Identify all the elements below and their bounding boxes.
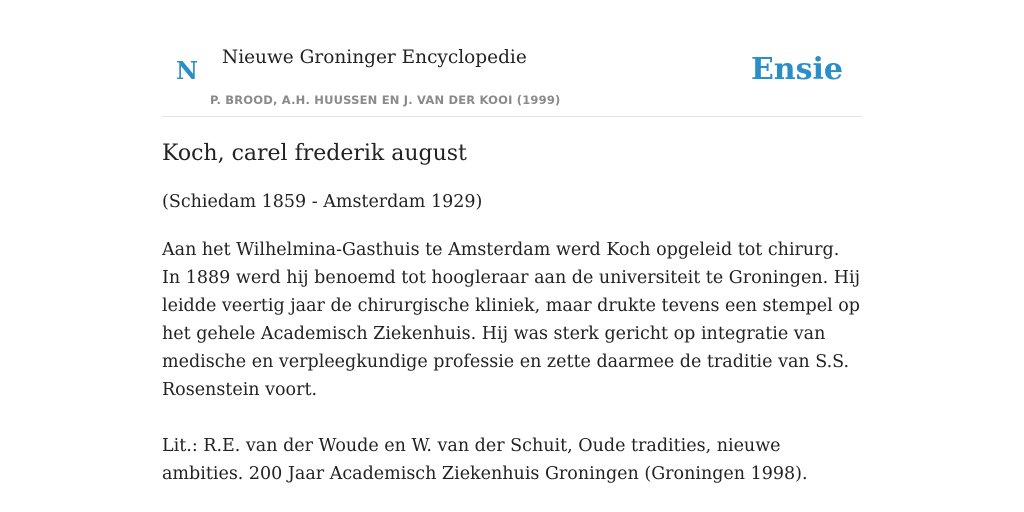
encyclopedia-logo-icon[interactable]: N (176, 56, 198, 85)
entry-subtitle: (Schiedam 1859 - Amsterdam 1929) (162, 192, 483, 212)
entry-body: Aan het Wilhelmina-Gasthuis te Amsterdam werd Koch opgeleid tot chirurg. In 1889 werd hij benoemd tot hoogleraar aan de universiteit te Groningen. Hij leidde veertig jaar de chirurgische kliniek, maar drukte tevens een stempel op het gehele Academisch Ziekenhuis. Hij was sterk gericht op integratie van medische en verpleegkundige professie en zette daarmee de traditie van S.S. Rosenstein voort. (162, 240, 861, 400)
entry-content (162, 138, 862, 488)
entry-literature: Lit.: R.E. van der Woude en W. van der Schuit, Oude tradities, nieuwe ambities. 200 Jaar Academisch Ziekenhuis Groningen (Groningen 1998). (162, 436, 808, 484)
header (162, 0, 862, 117)
book-authors: P. BROOD, A.H. HUUSSEN EN J. VAN DER KOOI (1999) (210, 93, 561, 107)
book-title[interactable]: Nieuwe Groninger Encyclopedie (222, 47, 527, 68)
entry-title: Koch, carel frederik august (162, 141, 467, 166)
ensie-logo-link[interactable]: Ensie (750, 52, 843, 87)
